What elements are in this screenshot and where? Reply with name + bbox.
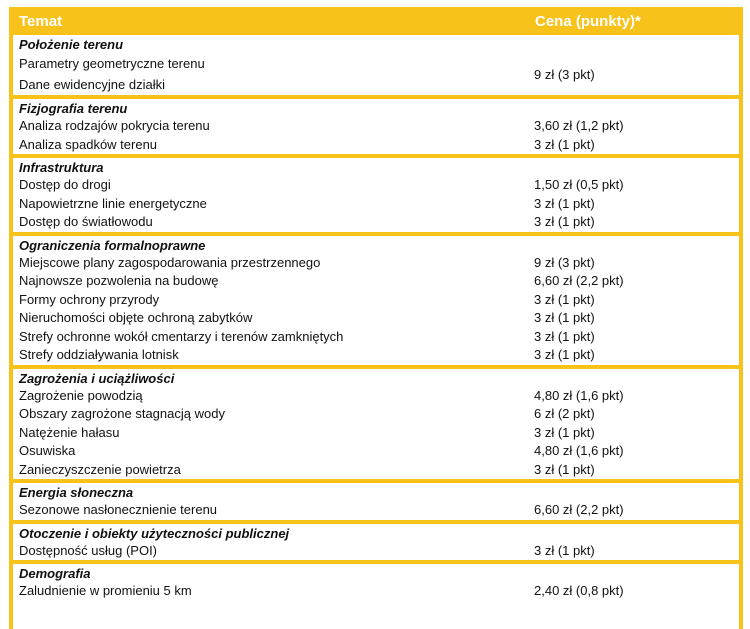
section: [13, 35, 739, 95]
row-price: 3 zł (1 pkt): [534, 542, 595, 558]
row-name: Strefy ochronne wokół cmentarzy i terenów zamkniętych: [19, 328, 344, 344]
table-row: [13, 442, 739, 461]
row-price: 6 zł (2 pkt): [534, 406, 595, 421]
section-title: Zagrożenia i uciążliwości: [19, 370, 175, 386]
section: [13, 479, 739, 520]
row-price: 3 zł (1 pkt): [534, 328, 595, 344]
row-name: Osuwiska: [19, 443, 76, 458]
row-name: Zagrożenie powodzią: [19, 387, 143, 403]
row-name: Formy ochrony przyrody: [19, 291, 160, 307]
section-title: Demografia: [19, 566, 91, 581]
section: [13, 365, 739, 480]
section: [13, 232, 739, 365]
section: [13, 154, 739, 232]
table-row: [13, 254, 739, 273]
table-row: [13, 461, 739, 480]
table-row: [13, 136, 739, 155]
table-row: [13, 291, 739, 310]
section-title: Ograniczenia formalnoprawne: [19, 237, 206, 253]
row-name: Najnowsze pozwolenia na budowę: [19, 273, 219, 288]
row-name: Zaludnienie w promieniu 5 km: [19, 583, 192, 598]
row-name: Zanieczyszczenie powietrza: [19, 461, 181, 477]
row-name: Miejscowe plany zagospodarowania przestrzennego: [19, 254, 321, 270]
row-name: Parametry geometryczne terenu: [19, 56, 205, 71]
row-price: 6,60 zł (2,2 pkt): [534, 273, 624, 288]
row-price: 3,60 zł (1,2 pkt): [534, 118, 624, 133]
row-price: 3 zł (1 pkt): [534, 214, 595, 229]
row-name: Sezonowe nasłonecznienie terenu: [19, 502, 218, 517]
row-price: 3 zł (1 pkt): [534, 136, 595, 152]
table-row: [13, 328, 739, 347]
price-table: [9, 7, 743, 629]
section: [13, 520, 739, 561]
table-row: [13, 387, 739, 406]
table-row: [13, 195, 739, 214]
section-title: Infrastruktura: [19, 160, 104, 175]
table-row: [13, 272, 739, 291]
row-price: 3 zł (1 pkt): [534, 461, 595, 477]
table-row: [13, 542, 739, 561]
table-body: [13, 35, 739, 601]
section: [13, 95, 739, 154]
table-row: [13, 424, 739, 443]
table-row: [13, 346, 739, 365]
row-name: Dostępność usług (POI): [19, 542, 158, 558]
row-price: 3 zł (1 pkt): [534, 195, 595, 211]
row-price: 3 zł (1 pkt): [534, 347, 595, 362]
table-row: [13, 176, 739, 195]
row-price: 3 zł (1 pkt): [534, 310, 595, 325]
table-header: [13, 7, 739, 35]
row-price: 4,80 zł (1,6 pkt): [534, 387, 624, 403]
row-price: 2,40 zł (0,8 pkt): [534, 583, 624, 598]
section-title: Fizjografia terenu: [19, 101, 128, 116]
header-topic: Temat: [19, 12, 63, 30]
row-name: Natężenie hałasu: [19, 424, 120, 440]
table-row: [13, 582, 739, 601]
table-row: [13, 213, 739, 232]
table-row: [13, 117, 739, 136]
row-name: Analiza spadków terenu: [19, 136, 158, 152]
row-name: Dostęp do drogi: [19, 177, 111, 192]
row-price: 3 zł (1 pkt): [534, 424, 595, 440]
row-price: 9 zł (3 pkt): [534, 254, 595, 270]
table-row: [13, 405, 739, 424]
row-name: Analiza rodzajów pokrycia terenu: [19, 118, 210, 133]
header-price: Cena (punkty)*: [535, 12, 641, 30]
row-name: Strefy oddziaływania lotnisk: [19, 347, 179, 362]
row-price: 1,50 zł (0,5 pkt): [534, 177, 624, 192]
table-row: [13, 309, 739, 328]
row-price: 9 zł (3 pkt): [534, 66, 595, 82]
merged-names: [13, 53, 534, 95]
row-name: Nieruchomości objęte ochroną zabytków: [19, 310, 253, 325]
section-title: Energia słoneczna: [19, 485, 134, 500]
section-title: Położenie terenu: [19, 37, 124, 52]
row-name: Dostęp do światłowodu: [19, 214, 153, 229]
row-name: Obszary zagrożone stagnacją wody: [19, 406, 225, 421]
row-price: 3 zł (1 pkt): [534, 291, 595, 307]
row-name: Napowietrzne linie energetyczne: [19, 195, 207, 211]
table-row: [13, 501, 739, 520]
section-title: Otoczenie i obiekty użyteczności publicznej: [19, 525, 290, 541]
row-price: 6,60 zł (2,2 pkt): [534, 502, 624, 517]
row-price: 4,80 zł (1,6 pkt): [534, 443, 624, 458]
section: [13, 560, 739, 601]
merged-row: [13, 53, 739, 95]
row-name: Dane ewidencyjne działki: [19, 77, 165, 92]
